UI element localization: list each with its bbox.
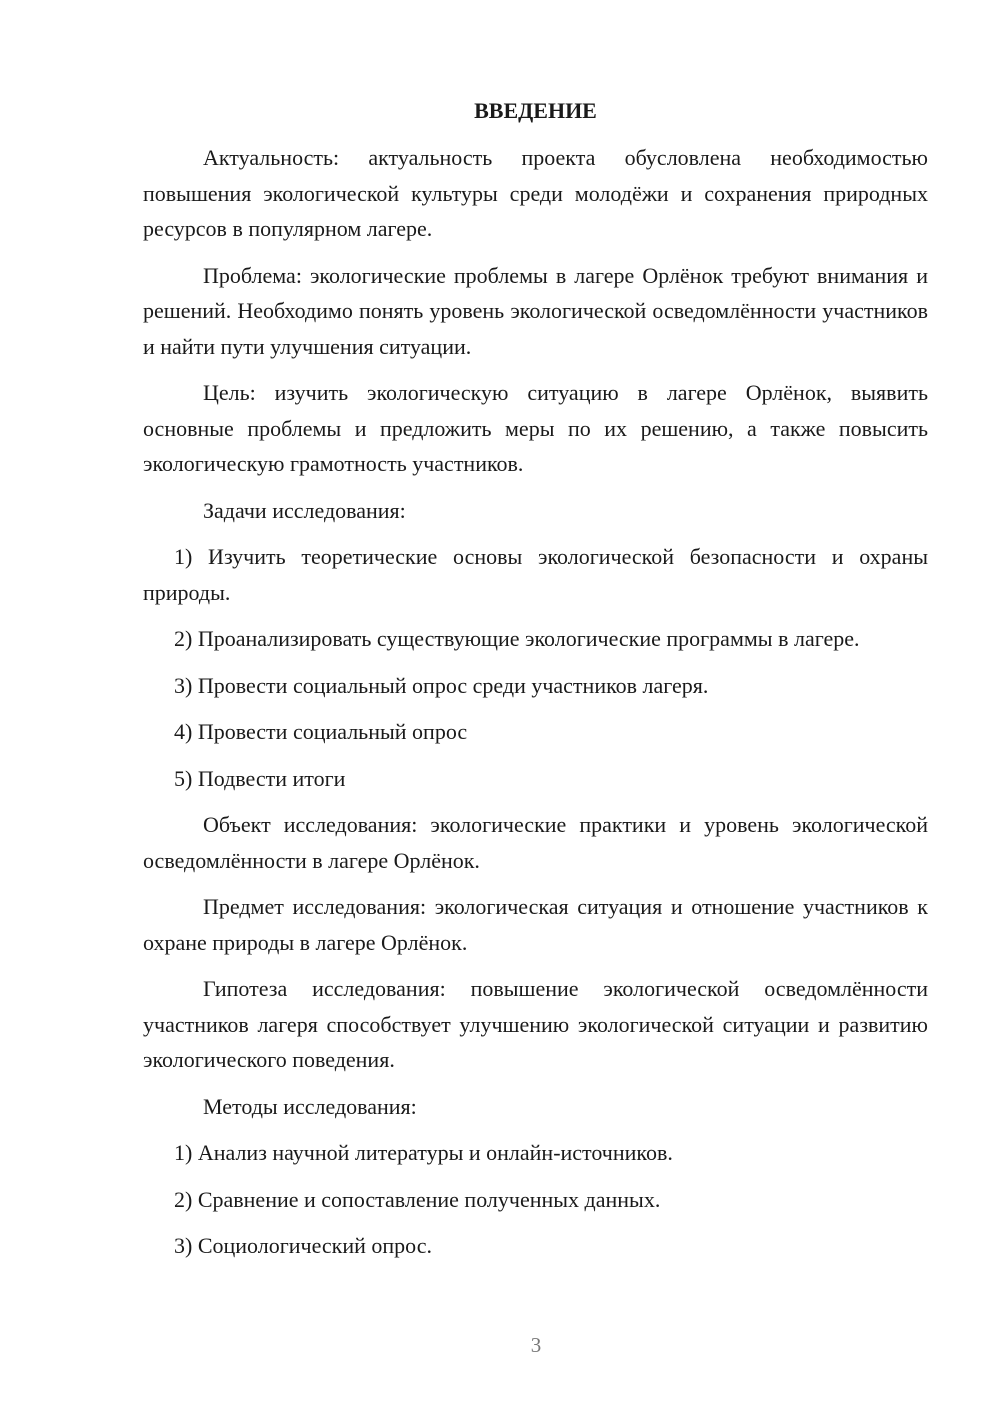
task-item: 3) Провести социальный опрос среди участников лагеря.: [174, 672, 709, 698]
task-item: 5) Подвести итоги: [174, 765, 346, 791]
tasks-heading: Задачи исследования:: [203, 497, 406, 523]
problem-paragraph: Проблема: экологические проблемы в лагере Орлёнок требуют внимания и решений. Необходимо понять уровень экологической осведомлённости участников и найти пути улучшения ситуации.: [143, 262, 928, 359]
document-page: [143, 93, 928, 1275]
task-item: 2) Проанализировать существующие экологические программы в лагере.: [174, 626, 860, 651]
object-paragraph: Объект исследования: экологические практики и уровень экологической осведомлённости в лагере Орлёнок.: [143, 812, 928, 873]
subject-paragraph: Предмет исследования: экологическая ситуация и отношение участников к охране природы в лагере Орлёнок.: [143, 894, 928, 955]
hypothesis-paragraph: Гипотеза исследования: повышение экологической осведомлённости участников лагеря способствует улучшению экологической ситуации и развитию экологического поведения.: [143, 976, 928, 1072]
task-item: 1) Изучить теоретические основы экологической безопасности и охраны природы.: [143, 544, 928, 605]
method-item: 3) Социологический опрос.: [174, 1233, 432, 1258]
methods-heading: Методы исследования:: [203, 1093, 417, 1119]
method-item: 1) Анализ научной литературы и онлайн-источников.: [174, 1140, 673, 1165]
goal-paragraph: Цель: изучить экологическую ситуацию в лагере Орлёнок, выявить основные проблемы и предложить меры по их решению, а также повысить экологическую грамотность участников.: [143, 380, 928, 476]
task-item: 4) Провести социальный опрос: [174, 719, 468, 744]
section-title: ВВЕДЕНИЕ: [474, 98, 597, 123]
relevance-paragraph: Актуальность: актуальность проекта обусловлена необходимостью повышения экологической культуры среди молодёжи и сохранения природных ресурсов в популярном лагере.: [143, 145, 928, 241]
page-number: 3: [530, 1333, 542, 1357]
method-item: 2) Сравнение и сопоставление полученных данных.: [174, 1186, 661, 1212]
